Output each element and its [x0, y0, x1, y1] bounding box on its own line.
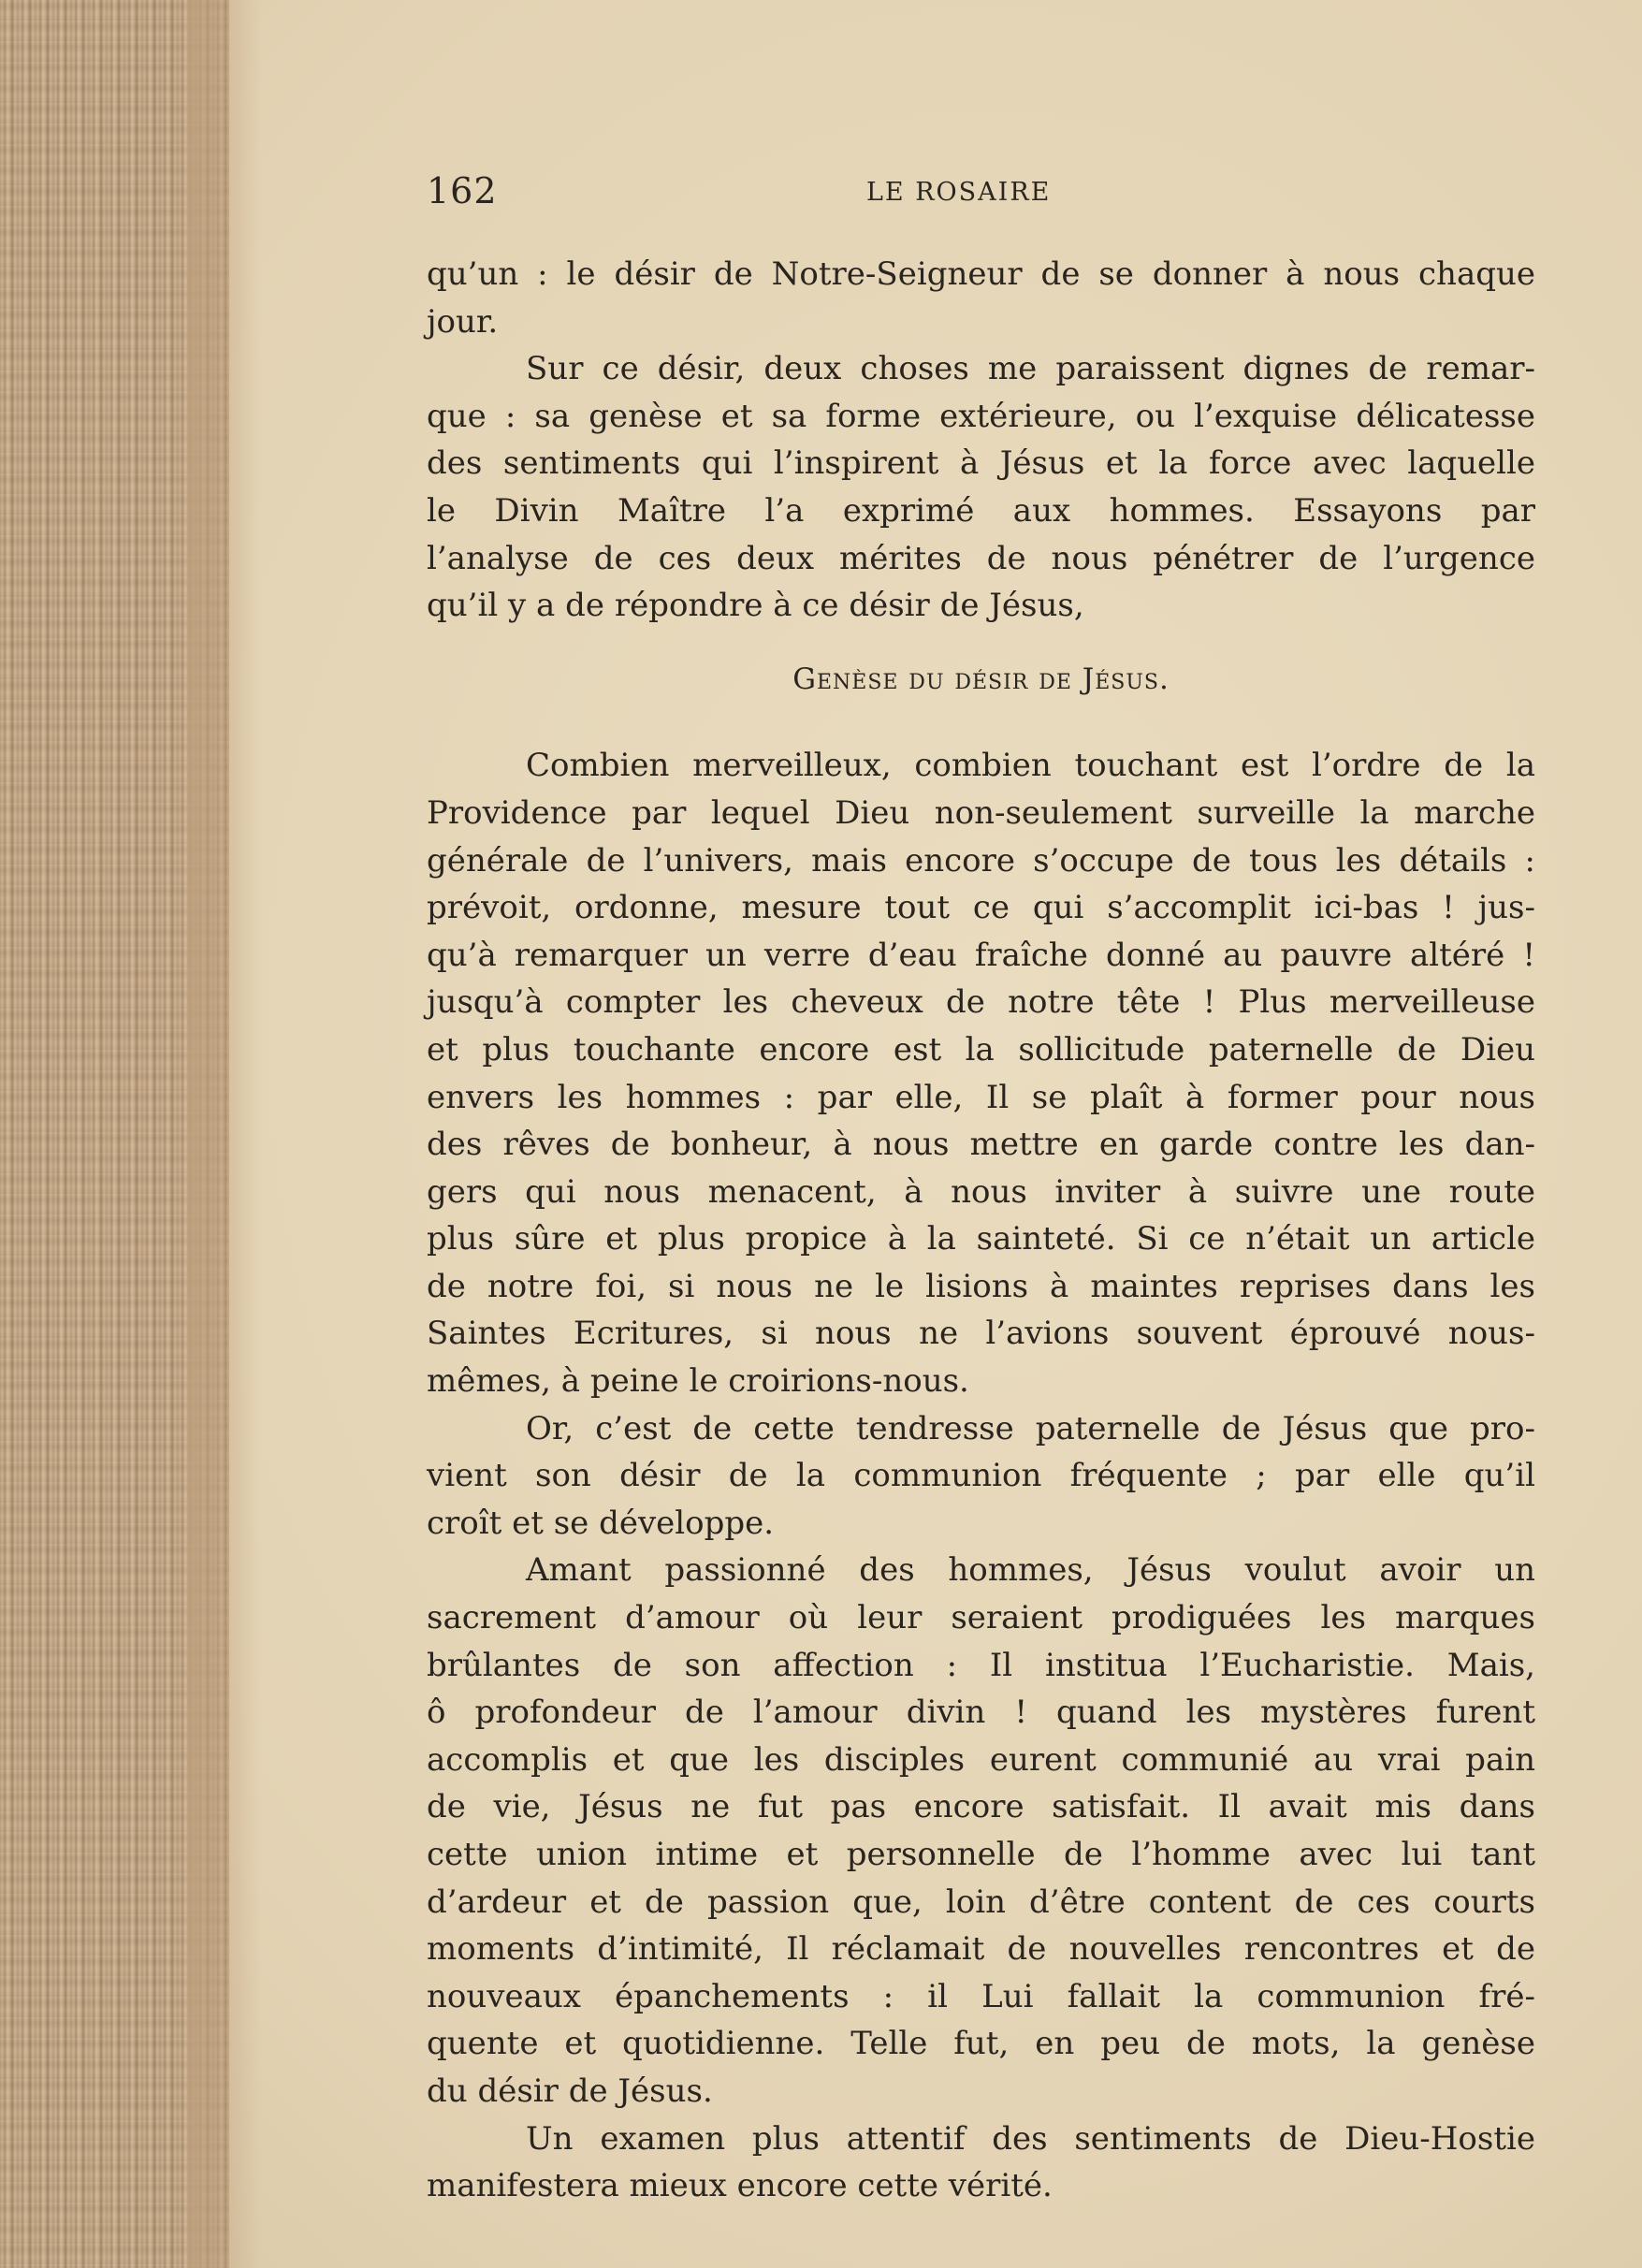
- paragraph-4: [427, 1405, 1535, 1548]
- section-heading-text: Genèse du désir de Jésus.: [792, 662, 1170, 696]
- paragraph-6: [427, 2115, 1535, 2210]
- text-line: et plus touchante encore est la sollicitude paternelle de Dieu: [427, 1030, 1535, 1069]
- text-line: ô profondeur de l’amour divin ! quand les mystères furent: [427, 1694, 1535, 1732]
- text-line: générale de l’univers, mais encore s’occupe de tous les détails :: [427, 841, 1535, 880]
- text-line: sacrement d’amour où leur seraient prodiguées les marques: [427, 1599, 1535, 1637]
- text-line: brûlantes de son affection : Il institua l’Eucharistie. Mais,: [427, 1646, 1535, 1684]
- text-line: cette union intime et personnelle de l’homme avec lui tant: [427, 1836, 1535, 1873]
- text-line: le Divin Maître l’a exprimé aux hommes. Essayons par: [427, 491, 1535, 530]
- page-body: [427, 251, 1535, 2210]
- text-line: que : sa genèse et sa forme extérieure, ou l’exquise délicatesse: [427, 397, 1535, 435]
- text-line: jusqu’à compter les cheveux de notre tête ! Plus merveilleuse: [427, 983, 1535, 1022]
- text-line: l’analyse de ces deux mérites de nous pénétrer de l’urgence: [427, 539, 1535, 577]
- text-line: de notre foi, si nous ne le lisions à maintes reprises dans les: [427, 1267, 1535, 1305]
- text-line: Un examen plus attentif des sentiments de Dieu-Hostie: [526, 2119, 1535, 2158]
- text-line: moments d’intimité, Il réclamait de nouvelles rencontres et de: [427, 1930, 1535, 1969]
- text-line: Sur ce désir, deux choses me paraissent dignes de remar-: [526, 350, 1535, 388]
- text-line: accomplis et que les disciples eurent communié au vrai pain: [427, 1740, 1535, 1779]
- text-line: qu’à remarquer un verre d’eau fraîche donné au pauvre altéré !: [427, 936, 1535, 974]
- text-line: de vie, Jésus ne fut pas encore satisfait. Il avait mis dans: [427, 1788, 1535, 1826]
- text-line: mêmes, à peine le croirions-nous.: [427, 1362, 969, 1401]
- text-line: qu’il y a de répondre à ce désir de Jésus,: [427, 587, 1084, 625]
- text-line: Providence par lequel Dieu non-seulement surveille la marche: [427, 793, 1535, 832]
- running-head: LE ROSAIRE: [866, 178, 1052, 207]
- page-header: [427, 170, 1535, 226]
- text-line: Saintes Ecritures, si nous ne l’avions souvent éprouvé nous-: [427, 1315, 1535, 1353]
- text-line: Combien merveilleux, combien touchant est l’ordre de la: [526, 747, 1535, 785]
- text-line: jour.: [427, 302, 499, 341]
- paragraph-1: [427, 251, 1535, 345]
- text-line: des sentiments qui l’inspirent à Jésus et la force avec laquelle: [427, 444, 1535, 483]
- text-line: d’ardeur et de passion que, loin d’être content de ces courts: [427, 1883, 1535, 1921]
- paragraph-2: [427, 345, 1535, 630]
- section-heading: [427, 656, 1535, 704]
- page-number: 162: [427, 170, 498, 211]
- text-line: croît et se développe.: [427, 1504, 775, 1542]
- gutter-shadow: [187, 0, 262, 2268]
- text-line: qu’un : le désir de Notre-Seigneur de se donner à nous chaque: [427, 255, 1535, 293]
- text-line: plus sûre et plus propice à la sainteté. Si ce n’était un article: [427, 1220, 1535, 1258]
- text-line: Amant passionné des hommes, Jésus voulut avoir un: [526, 1551, 1535, 1590]
- paragraph-5: [427, 1547, 1535, 2115]
- text-line: gers qui nous menacent, à nous inviter à suivre une route: [427, 1172, 1535, 1211]
- text-line: du désir de Jésus.: [427, 2072, 713, 2110]
- text-line: des rêves de bonheur, à nous mettre en garde contre les dan-: [427, 1126, 1535, 1164]
- text-line: prévoit, ordonne, mesure tout ce qui s’accomplit ici-bas ! jus-: [427, 889, 1535, 927]
- text-line: envers les hommes : par elle, Il se plaît à former pour nous: [427, 1078, 1535, 1116]
- text-line: manifestera mieux encore cette vérité.: [427, 2167, 1053, 2205]
- paragraph-3: [427, 742, 1535, 1404]
- text-line: nouveaux épanchements : il Lui fallait la communion fré-: [427, 1977, 1535, 2015]
- text-line: vient son désir de la communion fréquente ; par elle qu’il: [427, 1457, 1535, 1495]
- text-line: Or, c’est de cette tendresse paternelle de Jésus que pro-: [526, 1409, 1535, 1447]
- text-line: quente et quotidienne. Telle fut, en peu de mots, la genèse: [427, 2025, 1535, 2063]
